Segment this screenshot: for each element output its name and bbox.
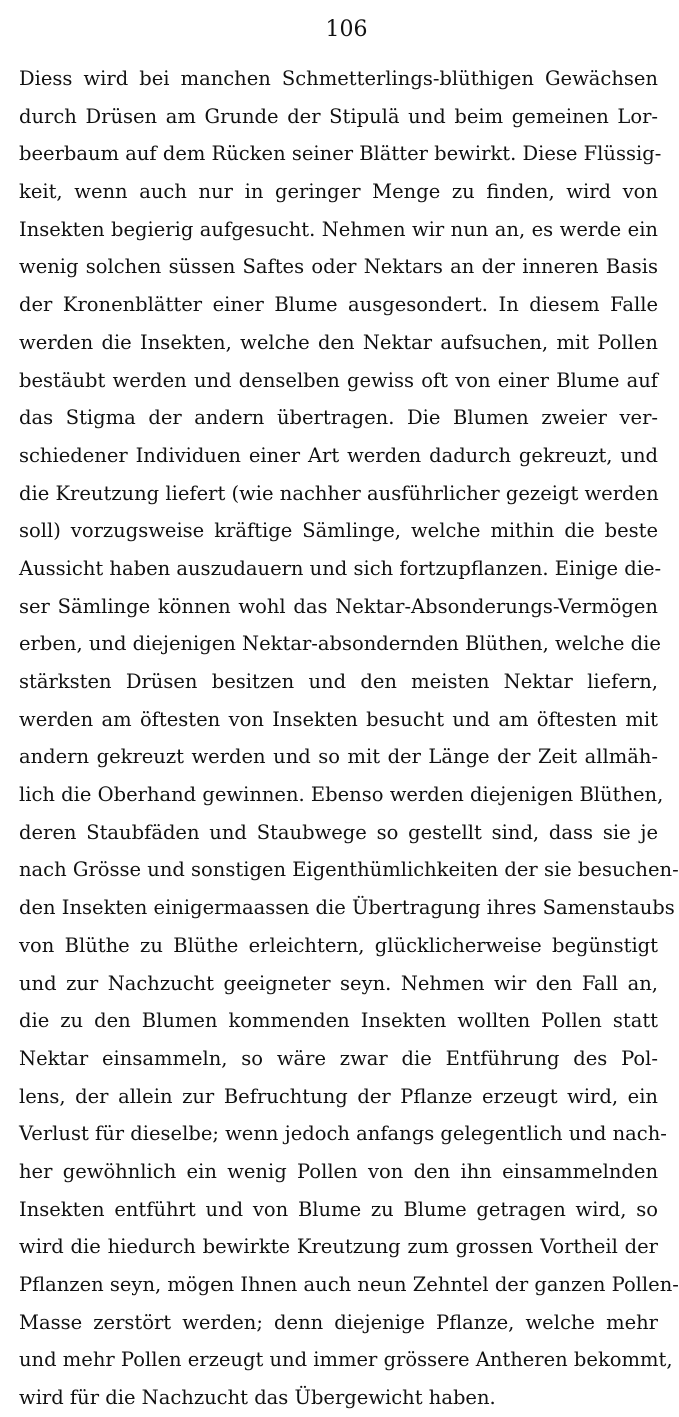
text-line: wird die hiedurch bewirkte Kreutzung zum grossen Vortheil der <box>19 1235 658 1259</box>
text-line-last: wird für die Nachzucht das Übergewicht haben. <box>19 1386 496 1410</box>
text-line: werden die Insekten, welche den Nektar aufsuchen, mit Pollen <box>19 330 658 354</box>
text-line: die Kreutzung liefert (wie nachher ausführlicher gezeigt werden <box>19 481 659 505</box>
text-line: her gewöhnlich ein wenig Pollen von den ihn einsammelnden <box>19 1159 658 1183</box>
text-line: Pflanzen seyn, mögen Ihnen auch neun Zehntel der ganzen Pollen- <box>19 1273 679 1296</box>
text-line: das Stigma der andern übertragen. Die Blumen zweier ver- <box>19 406 658 430</box>
text-line: bestäubt werden und denselben gewiss oft von einer Blume auf <box>19 368 658 392</box>
text-line: beerbaum auf dem Rücken seiner Blätter bewirkt. Diese Flüssig- <box>19 142 662 166</box>
text-line: von Blüthe zu Blüthe erleichtern, glücklicherweise begünstigt <box>19 933 658 957</box>
text-line: lens, der allein zur Befruchtung der Pflanze erzeugt wird, ein <box>19 1084 658 1108</box>
text-line: schiedener Individuen einer Art werden dadurch gekreuzt, und <box>19 443 658 467</box>
text-line: nach Grösse und sonstigen Eigenthümlichkeiten der sie besuchen- <box>19 858 679 882</box>
text-line: Diess wird bei manchen Schmetterlings-blüthigen Gewächsen <box>19 67 658 90</box>
text-line: der Kronenblätter einer Blume ausgesondert. In diesem Falle <box>19 293 658 317</box>
text-line: und zur Nachzucht geeigneter seyn. Nehmen wir den Fall an, <box>19 971 658 995</box>
text-line: durch Drüsen am Grunde der Stipulä und beim gemeinen Lor- <box>19 104 658 128</box>
text-line: andern gekreuzt werden und so mit der Länge der Zeit allmäh- <box>19 745 658 769</box>
text-line: ser Sämlinge können wohl das Nektar-Absonderungs-Vermögen <box>19 594 658 618</box>
text-line: deren Staubfäden und Staubwege so gestellt sind, dass sie je <box>19 820 658 844</box>
text-line: soll) vorzugsweise kräftige Sämlinge, welche mithin die beste <box>19 519 658 543</box>
text-line: wenig solchen süssen Saftes oder Nektars an der inneren Basis <box>19 255 658 279</box>
text-line: Nektar einsammeln, so wäre zwar die Entführung des Pol- <box>19 1046 658 1070</box>
text-line: stärksten Drüsen besitzen und den meisten Nektar liefern, <box>19 670 658 693</box>
text-line: werden am öftesten von Insekten besucht und am öftesten mit <box>19 707 658 731</box>
text-line: Insekten begierig aufgesucht. Nehmen wir nun an, es werde ein <box>19 217 658 241</box>
text-line: Insekten entführt und von Blume zu Blume getragen wird, so <box>19 1197 658 1221</box>
text-line: erben, und diejenigen Nektar-absondernden Blüthen, welche die <box>19 632 661 656</box>
text-line: keit, wenn auch nur in geringer Menge zu finden, wird von <box>19 180 658 204</box>
text-line: Aussicht haben auszudauern und sich fortzupflanzen. Einige die- <box>19 556 662 580</box>
body-text <box>19 60 679 1417</box>
text-line: Masse zerstört werden; denn diejenige Pflanze, welche mehr <box>19 1310 658 1334</box>
text-line: Verlust für dieselbe; wenn jedoch anfangs gelegentlich und nach- <box>19 1122 667 1146</box>
text-line: die zu den Blumen kommenden Insekten wollten Pollen statt <box>19 1009 658 1033</box>
text-line: und mehr Pollen erzeugt und immer grössere Antheren bekommt, <box>19 1348 673 1372</box>
text-line: lich die Oberhand gewinnen. Ebenso werden diejenigen Blüthen, <box>19 783 664 807</box>
text-line: den Insekten einigermaassen die Übertragung ihres Samenstaubs <box>19 896 675 920</box>
page-number: 106 <box>325 17 368 42</box>
